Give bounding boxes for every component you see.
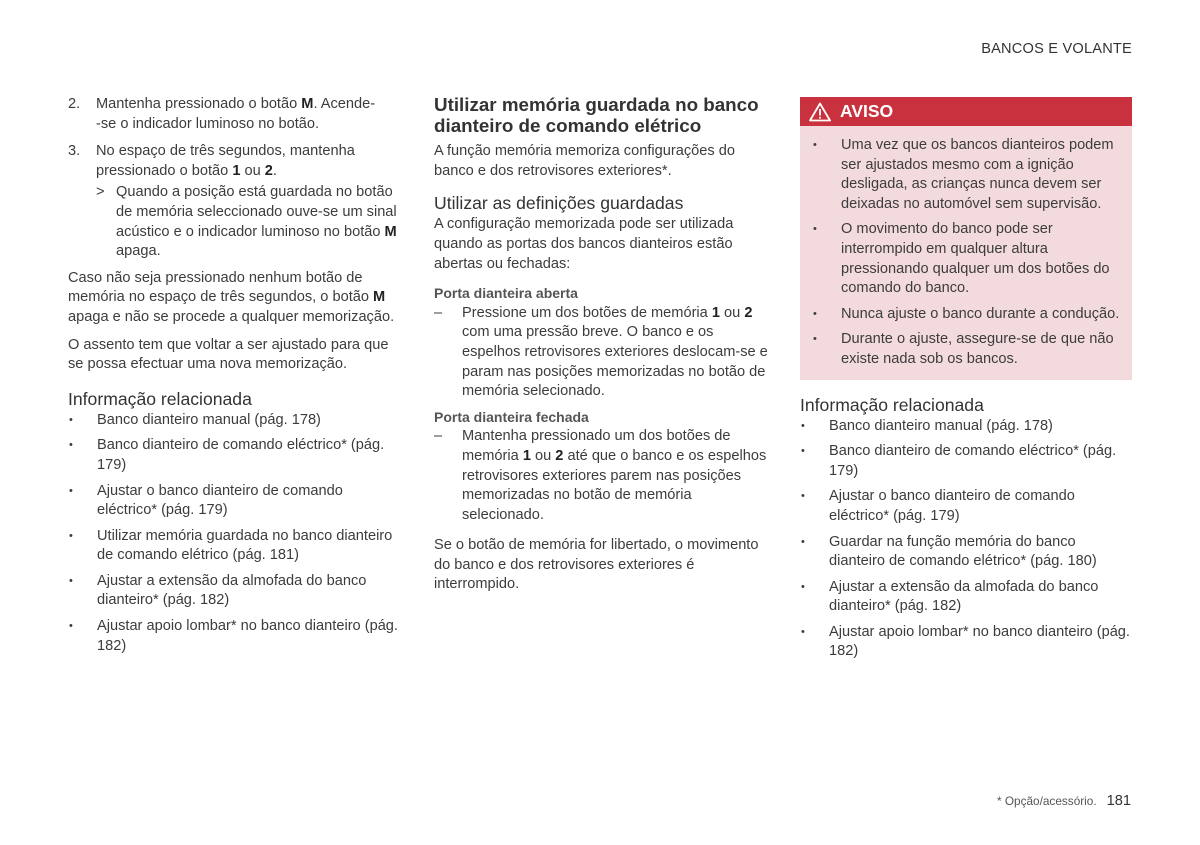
related-link[interactable]: • Ajustar a extensão da almofada do banco dianteiro* (pág. 182) — [68, 572, 402, 611]
bullet-icon: • — [801, 580, 805, 593]
warning-box — [800, 97, 1132, 380]
bullet-icon: • — [69, 413, 73, 426]
step-text: No espaço de três segundos, mantenha pressionado o botão 1 ou 2. — [96, 143, 355, 179]
bullet-icon: • — [69, 620, 73, 633]
intro-paragraph: A função memória memoriza configurações do banco e dos retrovisores exteriores*. — [434, 143, 735, 179]
paragraph: A configuração memorizada pode ser utilizada quando as portas dos bancos dianteiros estão abertas ou fechadas: — [434, 216, 734, 272]
warning-list — [812, 136, 1122, 370]
subsection-heading: Utilizar as definições guardadas — [434, 193, 684, 214]
step-result: > Quando a posição está guardada no botão de memória seleccionado ouve-se um sinal acústico e o indicador luminoso no botão M apaga. — [96, 183, 402, 261]
step-text: Mantenha pressionado o botão M. Acende- -se o indicador luminoso no botão. — [96, 96, 376, 132]
door-open-heading: Porta dianteira aberta — [434, 285, 578, 302]
bullet-icon: • — [801, 419, 805, 432]
related-info-heading: Informação relacionada — [68, 388, 252, 409]
dash-icon: – — [434, 428, 443, 445]
dash-icon: – — [434, 304, 443, 321]
section-header: BANCOS E VOLANTE — [981, 41, 1132, 57]
related-link[interactable]: • Ajustar a extensão da almofada do banco dianteiro* (pág. 182) — [800, 578, 1132, 617]
related-info-heading: Informação relacionada — [800, 394, 984, 415]
paragraph: Se o botão de memória for libertado, o movimento do banco e dos retrovisores exteriores é interrompido. — [434, 537, 759, 593]
column-3 — [800, 97, 1132, 668]
related-link[interactable]: • Ajustar o banco dianteiro de comando eléctrico* (pág. 179) — [800, 487, 1132, 526]
related-link[interactable]: • Guardar na função memória do banco dianteiro de comando elétrico* (pág. 180) — [800, 533, 1132, 572]
related-list — [68, 411, 402, 657]
warning-item: • Nunca ajuste o banco durante a condução. — [812, 305, 1122, 325]
page-footer — [997, 792, 1131, 812]
paragraph: Caso não seja pressionado nenhum botão de memória no espaço de três segundos, o botão M apaga e não se procede a qualquer memorização. — [68, 269, 395, 325]
bullet-icon: • — [801, 445, 805, 458]
step-item — [68, 95, 402, 134]
bullet-icon: • — [813, 333, 817, 346]
bullet-icon: • — [813, 307, 817, 320]
related-link[interactable]: • Ajustar apoio lombar* no banco dianteiro (pág. 182) — [68, 617, 402, 656]
warning-item: • O movimento do banco pode ser interrompido em qualquer altura pressionando qualquer um dos botões do comando do banco. — [812, 220, 1122, 298]
instruction-item: – Pressione um dos botões de memória 1 ou 2 com uma pressão breve. O banco e os espelhos retrovisores exteriores deslocam-se e param nas posições memorizadas no botão de memória selecionado. — [434, 304, 768, 402]
related-link[interactable]: • Banco dianteiro de comando eléctrico* (pág. 179) — [800, 442, 1132, 481]
result-arrow-icon: > — [96, 184, 105, 201]
column-1 — [68, 95, 402, 662]
page-number: 181 — [1106, 793, 1131, 809]
option-footnote: * Opção/acessório. — [996, 794, 1097, 808]
warning-triangle-icon — [800, 102, 840, 122]
bullet-icon: • — [69, 574, 73, 587]
step-number: 2. — [68, 96, 81, 112]
bullet-icon: • — [813, 139, 817, 151]
related-link[interactable]: • Utilizar memória guardada no banco dianteiro de comando elétrico (pág. 181) — [68, 527, 402, 566]
bullet-icon: • — [801, 625, 805, 638]
paragraph: O assento tem que voltar a ser ajustado para que se possa efectuar uma nova memorização. — [68, 336, 389, 373]
warning-title: AVISO — [840, 100, 894, 121]
bullet-icon: • — [69, 484, 73, 497]
related-link[interactable]: • Ajustar apoio lombar* no banco dianteiro (pág. 182) — [800, 623, 1132, 662]
warning-item: • Uma vez que os bancos dianteiros podem ser ajustados mesmo com a ignição desligada, as crianças nunca devem ser deixadas no automóvel sem supervisão. — [812, 136, 1122, 214]
related-list — [800, 417, 1132, 663]
step-item — [68, 142, 402, 262]
related-link[interactable]: • Ajustar o banco dianteiro de comando eléctrico* (pág. 179) — [68, 482, 402, 521]
bullet-icon: • — [69, 439, 73, 452]
door-closed-heading: Porta dianteira fechada — [434, 408, 589, 425]
step-number: 3. — [68, 143, 81, 160]
instruction-item: – Mantenha pressionado um dos botões de memória 1 ou 2 até que o banco e os espelhos retrovisores exteriores parem nas posições memorizadas no botão de memória selecionado. — [434, 427, 768, 525]
warning-item: • Durante o ajuste, assegure-se de que não existe nada sob os bancos. — [812, 330, 1122, 369]
bullet-icon: • — [801, 490, 805, 503]
section-title: Utilizar memória guardada no banco dianteiro de comando elétrico — [434, 94, 759, 136]
column-2 — [434, 95, 768, 595]
bullet-icon: • — [69, 529, 73, 542]
related-link[interactable]: • Banco dianteiro de comando eléctrico* (pág. 179) — [68, 436, 402, 475]
warning-body — [800, 126, 1132, 380]
step-list — [68, 95, 402, 262]
related-link[interactable]: • Banco dianteiro manual (pág. 178) — [800, 417, 1132, 437]
warning-header — [800, 97, 1132, 126]
bullet-icon: • — [813, 223, 817, 236]
related-link[interactable]: • Banco dianteiro manual (pág. 178) — [68, 411, 402, 431]
bullet-icon: • — [801, 535, 805, 548]
